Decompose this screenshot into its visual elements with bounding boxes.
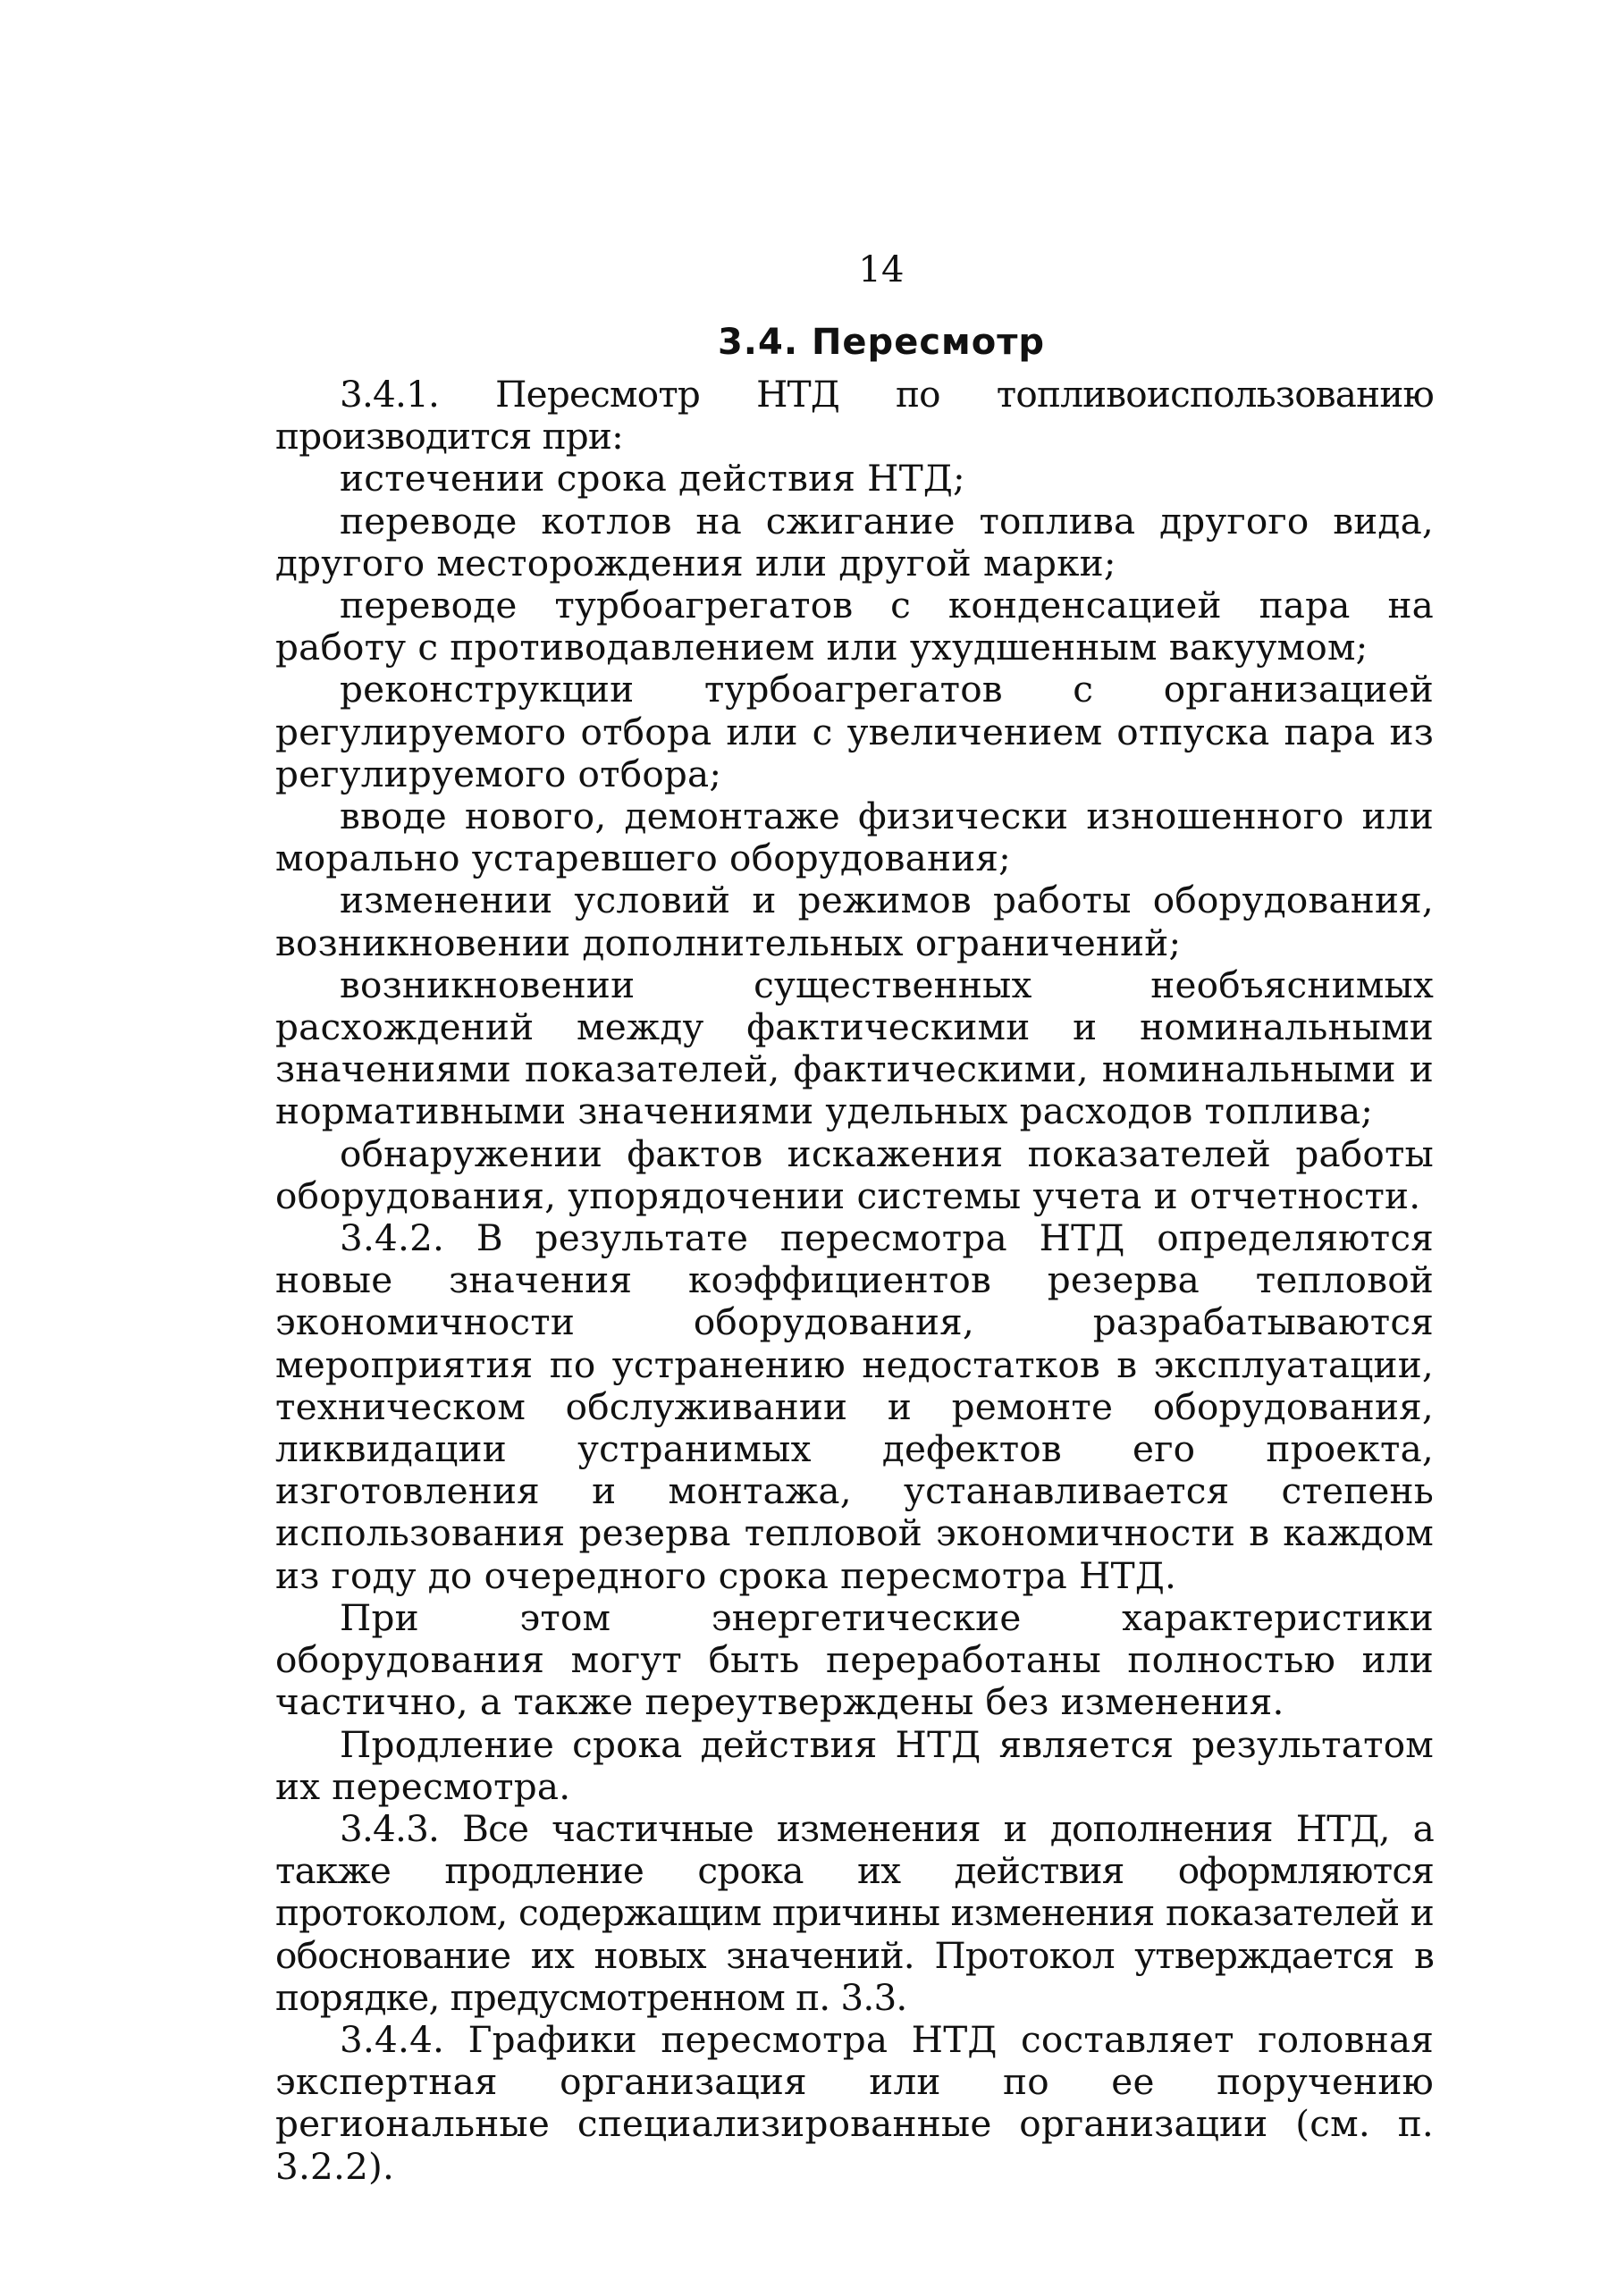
- paragraph-3-4-4: 3.4.4. Графики пересмотра НТД составляет головная экспертная организация или по ее поручению региональные специализированные организации (см. п. 3.2.2).: [275, 2017, 1434, 2188]
- list-item-expiry: истечении срока действия НТД;: [340, 457, 965, 500]
- list-item-new-equipment: вводе нового, демонтаже физически изношенного или морально устаревшего оборудования;: [275, 795, 1434, 880]
- list-item-boiler-fuel: переводе котлов на сжигание топлива другого вида, другого месторождения или другой марки;: [275, 499, 1434, 585]
- page-number: 14: [858, 249, 905, 290]
- document-page: [275, 223, 1434, 2188]
- paragraph-characteristics: При этом энергетические характеристики оборудования могут быть переработаны полностью или частично, а также переутверждены без изменения.: [275, 1595, 1434, 1724]
- paragraph-3-4-1-intro: 3.4.1. Пересмотр НТД по топливоиспользованию производится при:: [275, 373, 1434, 458]
- list-item-turbine-reconstruction: реконструкции турбоагрегатов с организацией регулируемого отбора или с увеличением отпуска пара из регулируемого отбора;: [275, 668, 1434, 795]
- list-item-distortions: обнаружении фактов искажения показателей работы оборудования, упорядочении системы учета и отчетности.: [275, 1131, 1434, 1217]
- paragraph-3-4-2: 3.4.2. В результате пересмотра НТД определяются новые значения коэффициентов резерва тепловой экономичности оборудования, разрабатываются мероприятия по устранению недостатков в эксплуатации, техническом обслуживании и ремонте оборудования, ликвидации устранимых дефектов его проекта, изготовления и монтажа, устанавливается степень использования резерва тепловой экономичности в каждом из году до очередного срока пересмотра НТД.: [275, 1216, 1434, 1597]
- paragraph-3-4-3: 3.4.3. Все частичные изменения и дополнения НТД, а также продление срока их действия оформляются протоколом, содержащим причины изменения показателей и обоснование их новых значений. Протокол утверждается в порядке, предусмотренном п. 3.3.: [275, 1806, 1434, 2019]
- list-item-operating-conditions: изменении условий и режимов работы оборудования, возникновении дополнительных ограничений;: [275, 879, 1434, 964]
- list-item-discrepancies: возникновении существенных необъяснимых расхождений между фактическими и номинальными значениями показателей, фактическими, номинальными и нормативными значениями удельных расходов топлива;: [275, 963, 1434, 1133]
- list-item-turbine-backpressure: переводе турбоагрегатов с конденсацией пара на работу с противодавлением или ухудшенным вакуумом;: [275, 584, 1434, 669]
- section-title: 3.4. Пересмотр: [717, 322, 1046, 363]
- paragraph-extension: Продление срока действия НТД является результатом их пересмотра.: [275, 1722, 1434, 1808]
